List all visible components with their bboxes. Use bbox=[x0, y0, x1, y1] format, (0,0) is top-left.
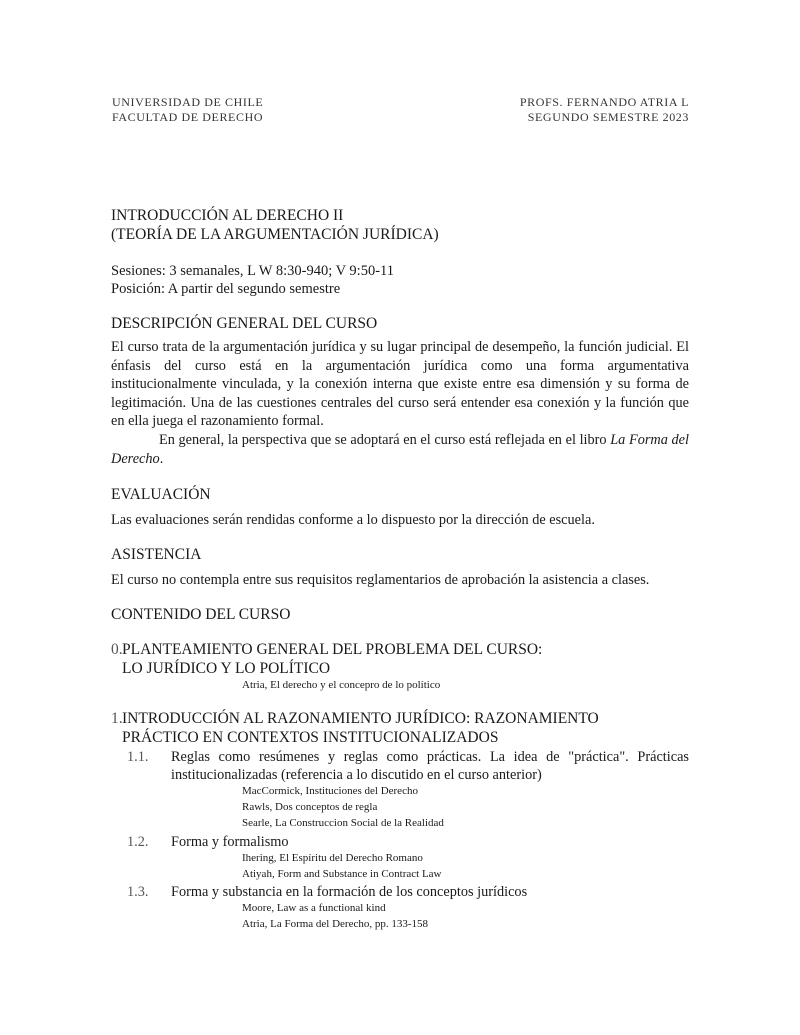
position-line: Posición: A partir del segundo semestre bbox=[111, 281, 341, 297]
university-name: UNIVERSIDAD DE CHILE bbox=[112, 95, 264, 109]
subtopic-number: 1.2. bbox=[127, 834, 149, 850]
course-title-line-1: INTRODUCCIÓN AL DERECHO II bbox=[111, 207, 344, 224]
topic-0-title-line-1: PLANTEAMIENTO GENERAL DEL PROBLEMA DEL CURSO: bbox=[122, 641, 543, 658]
faculty-name: FACULTAD DE DERECHO bbox=[112, 110, 264, 124]
subtopic-1-2 bbox=[127, 833, 689, 851]
professor-name: PROFS. FERNANDO ATRIA L bbox=[519, 95, 689, 109]
reference-item: Atiyah, Form and Substance in Contract Law bbox=[242, 868, 442, 880]
semester: SEGUNDO SEMESTRE 2023 bbox=[527, 110, 689, 124]
course-sessions bbox=[111, 262, 394, 298]
section-heading-asistencia: ASISTENCIA bbox=[111, 546, 202, 563]
descripcion-paragraph-2 bbox=[111, 431, 689, 468]
reference-item: Moore, Law as a functional kind bbox=[242, 902, 386, 914]
topic-0-number: 0. bbox=[111, 641, 123, 658]
subtopic-text: Reglas como resúmenes y reglas como prácticas. La idea de "práctica". Prácticas institucionalizadas (referencia a lo discutido en el curso anterior) bbox=[171, 749, 689, 783]
subtopic-text: Forma y formalismo bbox=[171, 834, 289, 850]
topic-1-heading bbox=[111, 709, 599, 747]
reference-item: Atria, La Forma del Derecho, pp. 133-158 bbox=[242, 918, 429, 930]
reference-item: Rawls, Dos conceptos de regla bbox=[242, 801, 378, 813]
descripcion-p2-end: . bbox=[159, 450, 164, 467]
book-title: La Forma del Derecho bbox=[111, 431, 689, 467]
subtopic-number: 1.1. bbox=[127, 749, 149, 765]
subtopic-1-1 bbox=[127, 748, 689, 784]
descripcion-paragraph-1: El curso trata de la argumentación jurídica y su lugar principal de desempeño, la función judicial. El énfasis del curso está en la argumentación jurídica como una forma argumentativa institucionalmente vinculada, y la conexión interna que existe entre esa dimensión y su forma de legitimación. Una de las cuestiones centrales del curso será entender esa conexión y la función que en ella juega el razonamiento formal. bbox=[111, 339, 689, 430]
descripcion-body bbox=[111, 338, 689, 468]
topic-0-reference: Atria, El derecho y el concepro de lo político bbox=[242, 679, 441, 691]
subtopic-text: Forma y substancia en la formación de los conceptos jurídicos bbox=[171, 884, 528, 900]
evaluacion-text: Las evaluaciones serán rendidas conforme a lo dispuesto por la dirección de escuela. bbox=[111, 512, 595, 528]
reference-item: Ihering, El Espíritu del Derecho Romano bbox=[242, 852, 423, 864]
course-title bbox=[111, 206, 439, 244]
section-heading-evaluacion: EVALUACIÓN bbox=[111, 486, 211, 503]
descripcion-p2-text: En general, la perspectiva que se adoptará en el curso está reflejada en el libro bbox=[159, 431, 611, 448]
asistencia-text: El curso no contempla entre sus requisitos reglamentarios de aprobación la asistencia a clases. bbox=[111, 572, 650, 588]
header-institution bbox=[112, 95, 263, 125]
sessions-line: Sesiones: 3 semanales, L W 8:30-940; V 9:50-11 bbox=[111, 263, 394, 279]
course-title-line-2: (TEORÍA DE LA ARGUMENTACIÓN JURÍDICA) bbox=[111, 226, 439, 243]
subtopic-number: 1.3. bbox=[127, 884, 149, 900]
section-heading-descripcion: DESCRIPCIÓN GENERAL DEL CURSO bbox=[111, 315, 378, 332]
topic-1-number: 1. bbox=[111, 710, 123, 727]
topic-0-heading bbox=[111, 640, 542, 678]
topic-1-title-line-2: PRÁCTICO EN CONTEXTOS INSTITUCIONALIZADOS bbox=[122, 729, 499, 746]
topic-1-title-line-1: INTRODUCCIÓN AL RAZONAMIENTO JURÍDICO: RAZONAMIENTO bbox=[122, 710, 599, 727]
reference-item: Searle, La Construccion Social de la Realidad bbox=[242, 817, 444, 829]
reference-item: MacCormick, Instituciones del Derecho bbox=[242, 785, 418, 797]
topic-0-title-line-2: LO JURÍDICO Y LO POLÍTICO bbox=[122, 660, 331, 677]
subtopic-1-3 bbox=[127, 883, 689, 901]
section-heading-contenido: CONTENIDO DEL CURSO bbox=[111, 606, 291, 623]
header-professor bbox=[520, 95, 689, 125]
